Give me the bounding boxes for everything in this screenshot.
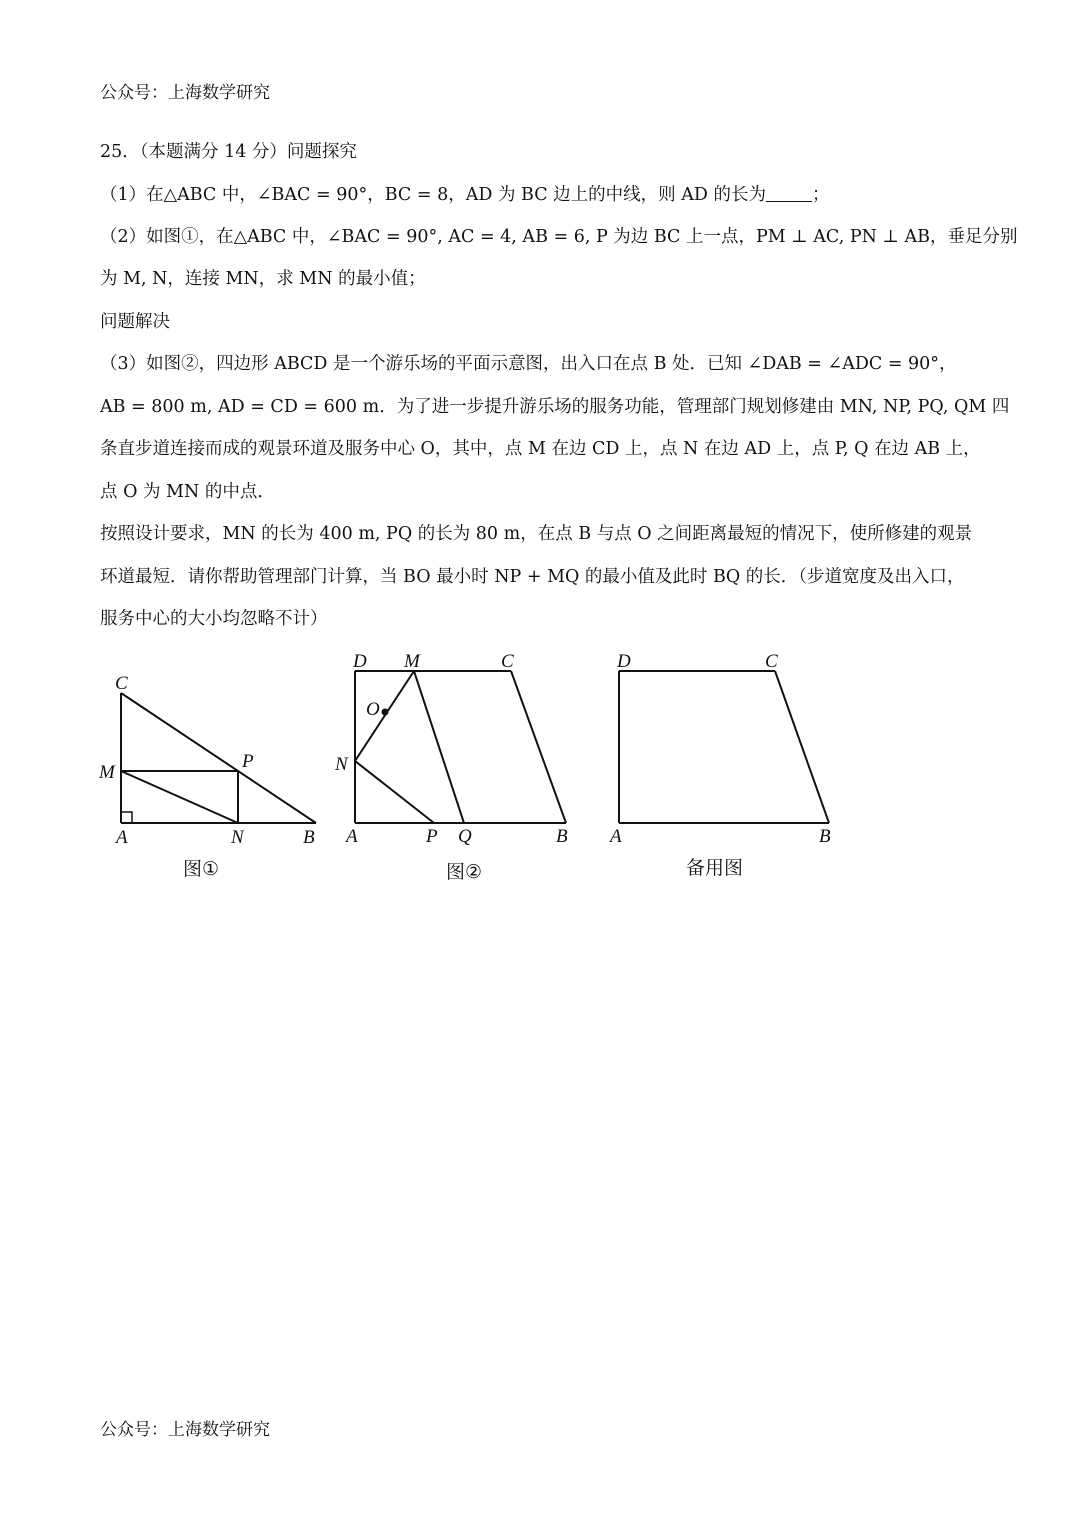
fig1-label-b: B bbox=[303, 827, 315, 848]
fig1-side-bc bbox=[121, 693, 316, 823]
fig2-label-a: A bbox=[346, 826, 358, 847]
fig1-label-a: A bbox=[116, 827, 128, 848]
problem-part2-line2: 为 M, N，连接 MN，求 MN 的最小值； bbox=[100, 269, 426, 289]
fig2-label-b: B bbox=[556, 826, 568, 847]
fig1-label-p: P bbox=[242, 751, 254, 772]
fig3-label-c: C bbox=[765, 651, 778, 672]
fig3-side-cb bbox=[775, 671, 829, 823]
fig2-caption: 图② bbox=[446, 861, 483, 883]
figure-1 bbox=[121, 693, 316, 823]
footer-source: 公众号：上海数学研究 bbox=[100, 1420, 270, 1440]
figure-2 bbox=[355, 671, 566, 823]
fig3-label-a: A bbox=[610, 826, 622, 847]
fig1-label-c: C bbox=[115, 673, 128, 694]
problem-part3-line1: （3）如图②，四边形 ABCD 是一个游乐场的平面示意图，出入口在点 B 处．已知 ∠DAB = ∠ADC = 90°， bbox=[100, 354, 957, 374]
header-source: 公众号：上海数学研究 bbox=[100, 83, 270, 103]
fig3-caption: 备用图 bbox=[686, 857, 744, 879]
fig2-label-p: P bbox=[426, 826, 438, 847]
fig1-right-angle-mark bbox=[121, 812, 132, 823]
fig2-label-n: N bbox=[335, 754, 348, 775]
problem-part2-line1: （2）如图①，在△ABC 中，∠BAC = 90°, AC = 4, AB = 6, P 为边 BC 上一点，PM ⊥ AC, PN ⊥ AB，垂足分别 bbox=[100, 227, 1018, 247]
fig2-label-c: C bbox=[501, 651, 514, 672]
fig2-label-q: Q bbox=[458, 826, 472, 847]
figure-3 bbox=[619, 671, 829, 823]
fig2-seg-np bbox=[355, 761, 434, 823]
problem-part3-line3: 条直步道连接而成的观景环道及服务中心 O，其中，点 M 在边 CD 上，点 N 在边 AD 上，点 P, Q 在边 AB 上， bbox=[100, 439, 981, 459]
fig1-label-m: M bbox=[99, 762, 115, 783]
problem-part3-line6: 环道最短．请你帮助管理部门计算，当 BO 最小时 NP + MQ 的最小值及此时 BQ 的长．（步道宽度及出入口， bbox=[100, 567, 965, 587]
fig1-label-n: N bbox=[231, 827, 244, 848]
fig3-label-d: D bbox=[617, 651, 631, 672]
section-heading: 问题解决 bbox=[100, 312, 170, 332]
fig2-seg-mq bbox=[414, 671, 464, 823]
problem-part3-line5: 按照设计要求，MN 的长为 400 m, PQ 的长为 80 m，在点 B 与点 O 之间距离最短的情况下，使所修建的观景 bbox=[100, 524, 973, 544]
fig2-label-d: D bbox=[353, 651, 367, 672]
fig2-seg-mn bbox=[355, 671, 414, 761]
fig2-label-o: O bbox=[366, 699, 380, 720]
problem-part3-line4: 点 O 为 MN 的中点． bbox=[100, 482, 275, 502]
fig2-point-o bbox=[382, 709, 389, 716]
fig1-caption: 图① bbox=[183, 858, 220, 880]
problem-part3-line7: 服务中心的大小均忽略不计） bbox=[100, 609, 328, 629]
fig1-seg-mn bbox=[121, 771, 238, 823]
problem-title: 25．（本题满分 14 分）问题探究 bbox=[100, 142, 357, 162]
fig3-label-b: B bbox=[819, 826, 831, 847]
part1-text: （1）在△ABC 中，∠BAC = 90°，BC = 8，AD 为 BC 边上的中线，则 AD 的长为 bbox=[100, 185, 766, 205]
part1-end: ； bbox=[811, 185, 830, 205]
problem-part3-line2: AB = 800 m, AD = CD = 600 m．为了进一步提升游乐场的服务功能，管理部门规划修建由 MN, NP, PQ, QM 四 bbox=[100, 397, 1010, 417]
fig2-side-cb bbox=[511, 671, 566, 823]
fig2-label-m: M bbox=[404, 651, 420, 672]
